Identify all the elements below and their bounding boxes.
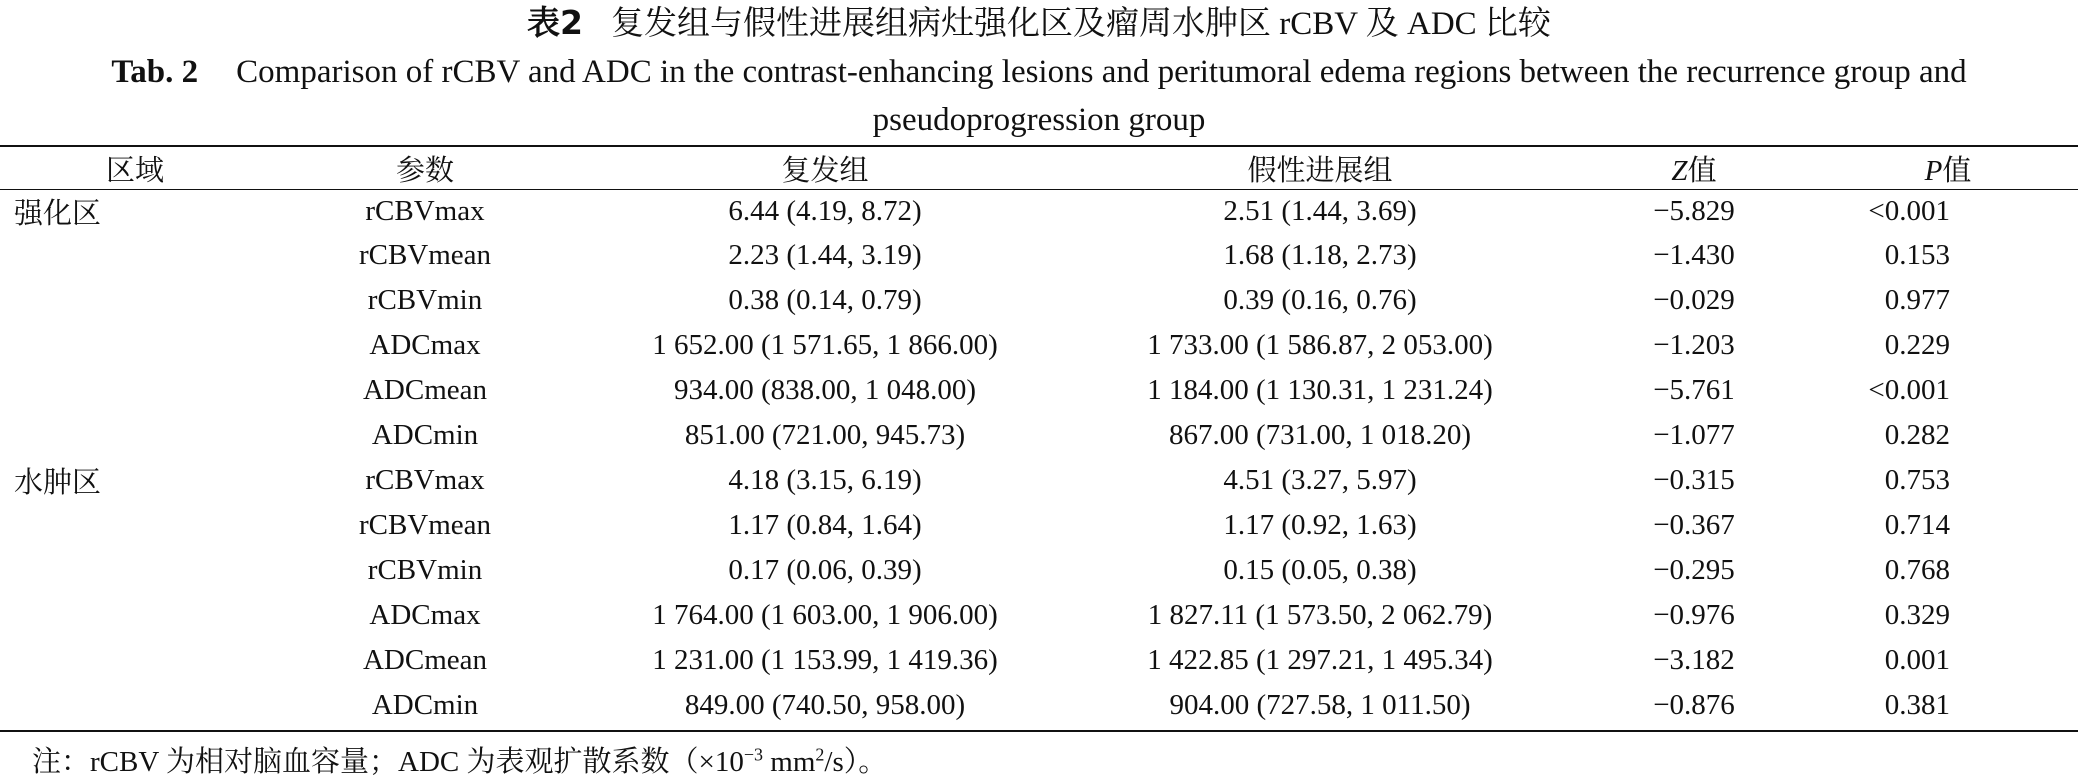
- comparison-table: [0, 147, 2078, 728]
- cell-region: [0, 323, 270, 368]
- cell-pseudoprogression: 1 184.00 (1 130.31, 1 231.24): [1147, 374, 1493, 406]
- cell-z-value: −3.182: [1653, 644, 1735, 676]
- cell-parameter: rCBVmax: [365, 464, 485, 496]
- cell-parameter: ADCmax: [369, 329, 481, 361]
- table-row: [0, 323, 2078, 368]
- cell-pseudoprogression: 1.17 (0.92, 1.63): [1223, 509, 1417, 541]
- header-region: 区域: [105, 154, 164, 187]
- cell-pseudoprogression: 4.51 (3.27, 5.97): [1223, 464, 1417, 496]
- table-header-row: [0, 147, 2078, 189]
- cell-p-value: <0.001: [1868, 374, 1950, 406]
- header-param: 参数: [395, 154, 454, 187]
- cell-recurrence: 2.23 (1.44, 3.19): [728, 239, 922, 271]
- cell-p-value: 0.714: [1884, 509, 1950, 541]
- cell-p-value: 0.977: [1884, 284, 1950, 316]
- cell-parameter: ADCmean: [362, 644, 488, 676]
- cell-recurrence: 4.18 (3.15, 6.19): [728, 464, 922, 496]
- cell-region: [0, 548, 270, 593]
- header-p-suffix: 值: [1942, 154, 1972, 187]
- table-row: [0, 593, 2078, 638]
- cell-pseudoprogression: 904.00 (727.58, 1 011.50): [1169, 689, 1471, 721]
- cell-recurrence: 6.44 (4.19, 8.72): [728, 194, 922, 227]
- table-row: [0, 233, 2078, 278]
- cell-z-value: −0.976: [1653, 599, 1735, 631]
- table-bottom-rule: [0, 730, 2078, 732]
- cell-recurrence: 934.00 (838.00, 1 048.00): [673, 374, 977, 406]
- cell-pseudoprogression: 2.51 (1.44, 3.69): [1223, 194, 1417, 227]
- cell-pseudoprogression: 1 422.85 (1 297.21, 1 495.34): [1147, 644, 1493, 676]
- footnote-exponent: −3: [743, 744, 764, 765]
- table-row: [0, 189, 2078, 233]
- cell-pseudoprogression: 0.39 (0.16, 0.76): [1223, 284, 1417, 316]
- header-z-suffix: 值: [1687, 154, 1717, 187]
- table-row: [0, 458, 2078, 503]
- cell-region: [0, 593, 270, 638]
- cell-pseudoprogression: 0.15 (0.05, 0.38): [1223, 554, 1417, 586]
- table-row: [0, 638, 2078, 683]
- cell-p-value: 0.329: [1884, 599, 1950, 631]
- table-row: [0, 368, 2078, 413]
- footnote-suffix: /s）。: [824, 746, 888, 778]
- cell-p-value: 0.381: [1884, 689, 1950, 721]
- header-p-symbol: P: [1924, 154, 1943, 187]
- cell-pseudoprogression: 1.68 (1.18, 2.73): [1223, 239, 1417, 271]
- cell-z-value: −1.077: [1653, 419, 1735, 451]
- cell-region: [0, 233, 270, 278]
- cell-region: 水肿区: [14, 467, 102, 499]
- cell-parameter: ADCmin: [371, 689, 479, 721]
- cell-recurrence: 851.00 (721.00, 945.73): [684, 419, 966, 451]
- cell-p-value: 0.153: [1884, 239, 1950, 271]
- cell-region: [0, 278, 270, 323]
- cell-z-value: −0.295: [1653, 554, 1735, 586]
- header-z-symbol: Z: [1671, 154, 1688, 187]
- table-title-cn-text: 复发组与假性进展组病灶强化区及瘤周水肿区 rCBV 及 ADC 比较: [611, 6, 1551, 42]
- cell-recurrence: 849.00 (740.50, 958.00): [684, 689, 966, 721]
- table-title-en: [60, 48, 2018, 144]
- cell-p-value: <0.001: [1868, 194, 1950, 227]
- cell-parameter: ADCmean: [362, 374, 488, 406]
- cell-parameter: ADCmin: [371, 419, 479, 451]
- cell-z-value: −5.761: [1653, 374, 1735, 406]
- cell-recurrence: 1.17 (0.84, 1.64): [728, 509, 922, 541]
- cell-p-value: 0.001: [1884, 644, 1950, 676]
- cell-p-value: 0.768: [1884, 554, 1950, 586]
- cell-recurrence: 0.38 (0.14, 0.79): [728, 284, 922, 316]
- cell-pseudoprogression: 1 827.11 (1 573.50, 2 062.79): [1147, 599, 1493, 631]
- cell-parameter: rCBVmean: [358, 239, 492, 271]
- table-row: [0, 548, 2078, 593]
- table-row: [0, 278, 2078, 323]
- cell-z-value: −0.029: [1653, 284, 1735, 316]
- table-number-en: Tab. 2: [111, 54, 199, 90]
- header-recurrence: 复发组: [781, 154, 869, 187]
- cell-z-value: −0.315: [1653, 464, 1735, 496]
- cell-parameter: ADCmax: [369, 599, 481, 631]
- cell-recurrence: 1 231.00 (1 153.99, 1 419.36): [652, 644, 998, 676]
- cell-region: [0, 503, 270, 548]
- table-title-cn: [0, 2, 2078, 45]
- cell-z-value: −5.829: [1653, 194, 1735, 227]
- cell-region: [0, 413, 270, 458]
- cell-recurrence: 0.17 (0.06, 0.39): [728, 554, 922, 586]
- table-row: [0, 503, 2078, 548]
- cell-recurrence: 1 764.00 (1 603.00, 1 906.00): [652, 599, 998, 631]
- cell-parameter: rCBVmin: [367, 284, 483, 316]
- cell-z-value: −0.876: [1653, 689, 1735, 721]
- table-number-cn: 表2: [527, 3, 584, 42]
- cell-parameter: rCBVmean: [358, 509, 492, 541]
- cell-region: 强化区: [14, 197, 102, 230]
- cell-z-value: −1.430: [1653, 239, 1735, 271]
- cell-parameter: rCBVmax: [365, 194, 485, 227]
- cell-z-value: −0.367: [1653, 509, 1735, 541]
- header-z-value: [1570, 147, 1818, 189]
- cell-region: [0, 683, 270, 728]
- footnote-unit-exponent: 2: [815, 744, 825, 765]
- header-p-value: [1818, 147, 2078, 189]
- table-footnote: [32, 744, 887, 780]
- cell-region: [0, 638, 270, 683]
- header-pseudoprogression: 假性进展组: [1247, 154, 1393, 187]
- cell-recurrence: 1 652.00 (1 571.65, 1 866.00): [652, 329, 998, 361]
- cell-region: [0, 368, 270, 413]
- table-title-en-text: Comparison of rCBV and ADC in the contrast-enhancing lesions and peritumoral edema regions between the recurrence group and pseudoprogression group: [236, 54, 1967, 138]
- table-row: [0, 413, 2078, 458]
- cell-pseudoprogression: 867.00 (731.00, 1 018.20): [1168, 419, 1472, 451]
- cell-parameter: rCBVmin: [367, 554, 483, 586]
- cell-p-value: 0.229: [1884, 329, 1950, 361]
- cell-p-value: 0.282: [1884, 419, 1950, 451]
- cell-z-value: −1.203: [1653, 329, 1735, 361]
- cell-pseudoprogression: 1 733.00 (1 586.87, 2 053.00): [1147, 329, 1493, 361]
- cell-p-value: 0.753: [1884, 464, 1950, 496]
- table-row: [0, 683, 2078, 728]
- footnote-unit: mm: [763, 746, 816, 778]
- footnote-prefix: 注：rCBV 为相对脑血容量；ADC 为表观扩散系数（×10: [32, 746, 744, 778]
